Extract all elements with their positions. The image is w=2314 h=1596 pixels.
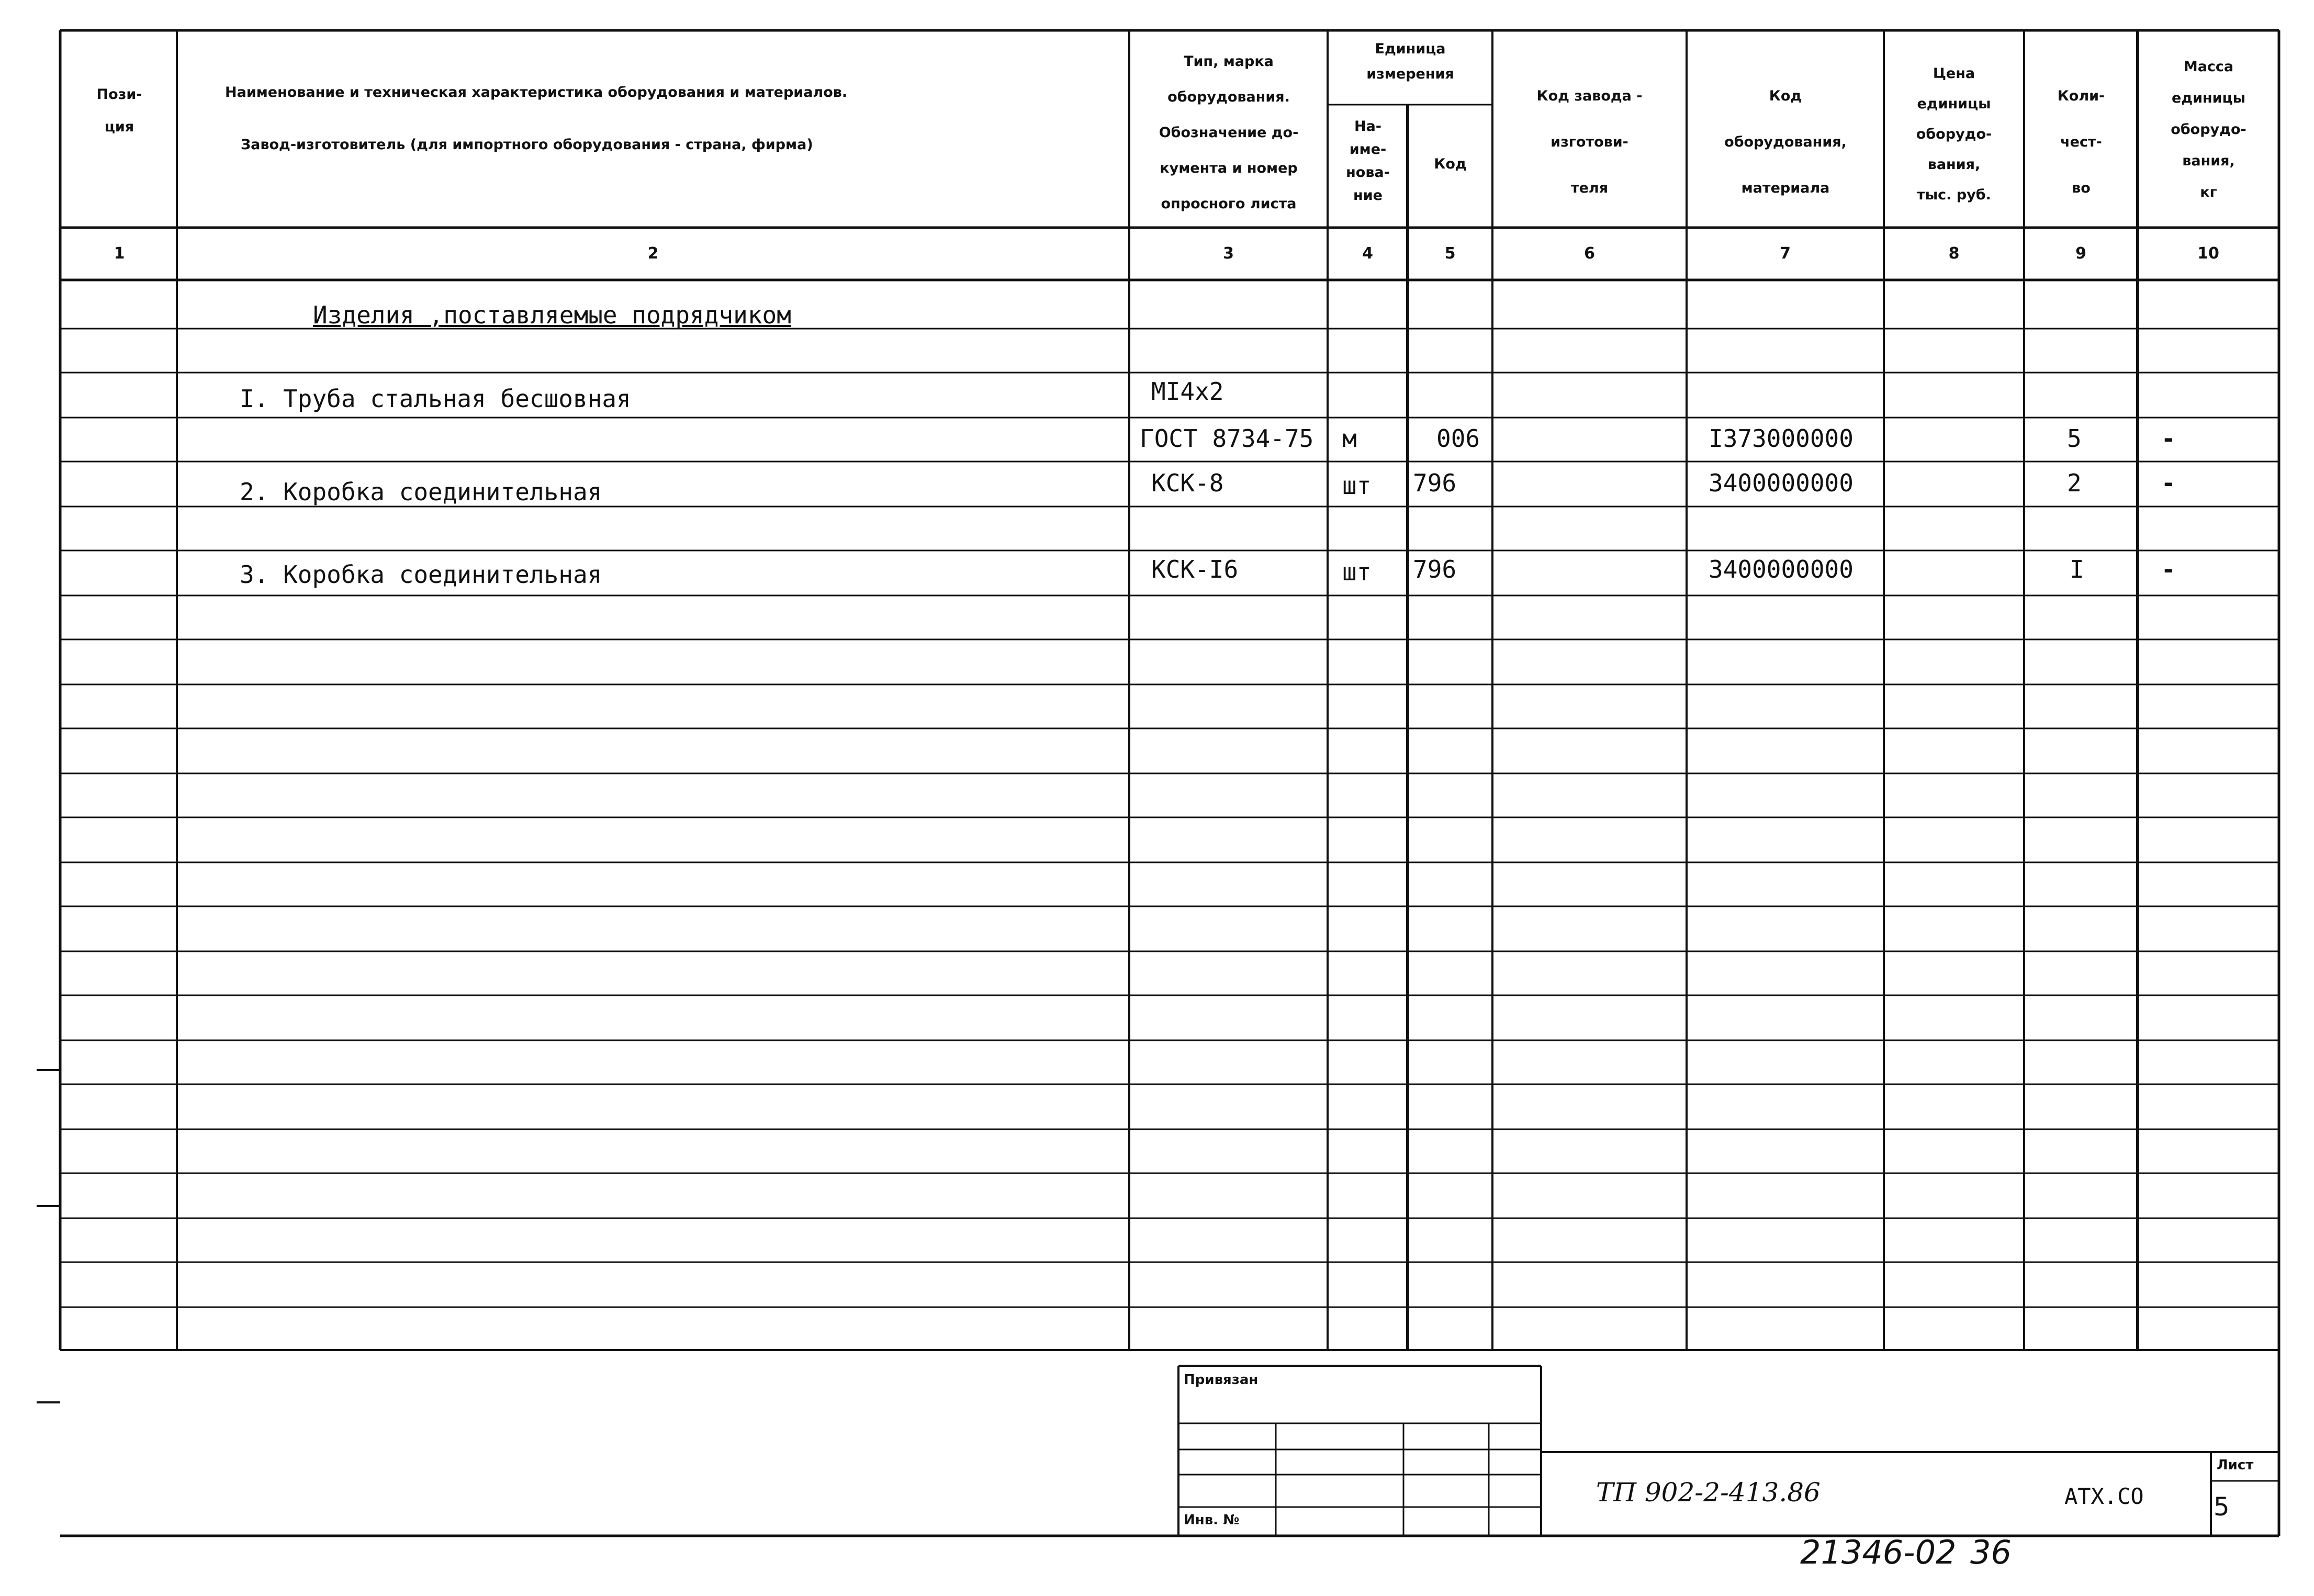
item-type: КСК-I6 [1151, 555, 1239, 583]
header-quantity: Коли- чест- во [2057, 88, 2105, 196]
column-number: 4 [1362, 244, 1373, 263]
archive-number: 21346-02 [1800, 1533, 1957, 1571]
item-equipment-code: 3400000000 [1709, 555, 1854, 583]
header-mass: Масса единицы оборудо- вания, кг [2171, 59, 2246, 200]
item-equipment-code: I373000000 [1709, 424, 1854, 453]
item-unit-code: 796 [1413, 555, 1457, 583]
header-equipment-code: Код оборудования, материала [1724, 88, 1847, 196]
item-unit-name: шт [1342, 558, 1372, 586]
column-number: 9 [2075, 244, 2086, 263]
header-type: Тип, марка оборудования. Обозначение до- кумента и номер опросного листа [1159, 53, 1299, 212]
column-number: 1 [114, 244, 125, 263]
item-standard: ГОСТ 8734-75 [1140, 424, 1314, 453]
header-position: Пози- ция [96, 86, 142, 135]
column-number: 2 [647, 244, 659, 263]
bound-label: Привязан [1184, 1372, 1259, 1388]
header-unit-name: На- име- нова- ние [1346, 118, 1390, 204]
sheet-number: 5 [2214, 1492, 2230, 1522]
header-name-line2: Завод-изготовитель (для импортного оборудования - страна, фирма) [241, 137, 813, 153]
item-name: I. Труба стальная бесшовная [240, 385, 631, 413]
header-unit-group: Единица измерения [1366, 41, 1454, 82]
header-name-line1: Наименование и техническая характеристика оборудования и материалов. [225, 84, 848, 100]
item-type: КСК-8 [1151, 469, 1224, 497]
column-number: 5 [1444, 244, 1456, 263]
item-name: 3. Коробка соединительная [240, 560, 602, 589]
column-number: 6 [1584, 244, 1595, 263]
inventory-label: Инв. № [1184, 1512, 1240, 1528]
item-name: 2. Коробка соединительная [240, 478, 602, 506]
document-suffix: АТХ.СО [2064, 1483, 2144, 1509]
column-number: 3 [1223, 244, 1234, 263]
item-quantity: 2 [2067, 469, 2082, 497]
item-mass: - [2161, 469, 2176, 497]
item-equipment-code: 3400000000 [1709, 469, 1854, 497]
header-unit-code: Код [1434, 156, 1467, 172]
item-unit-code: 796 [1413, 469, 1457, 497]
item-unit-code: 006 [1436, 424, 1480, 453]
item-unit-name: м [1342, 424, 1357, 453]
item-quantity: I [2070, 555, 2084, 583]
item-quantity: 5 [2067, 424, 2082, 453]
column-number: 10 [2197, 244, 2219, 263]
item-unit-name: шт [1342, 471, 1372, 500]
archive-page: 36 [1970, 1533, 2012, 1571]
item-mass: - [2161, 555, 2176, 583]
column-number: 7 [1780, 244, 1791, 263]
item-type: MI4x2 [1151, 377, 1224, 406]
sheet-label: Лист [2217, 1457, 2254, 1473]
document-code: ТП 902-2-413.86 [1596, 1477, 1821, 1508]
header-price: Цена единицы оборудо- вания, тыс. руб. [1916, 65, 1992, 203]
header-factory-code: Код завода - изготови- теля [1536, 88, 1643, 196]
item-mass: - [2161, 424, 2176, 453]
section-title: Изделия ,поставляемые подрядчиком [313, 301, 791, 329]
column-number: 8 [1948, 244, 1960, 263]
